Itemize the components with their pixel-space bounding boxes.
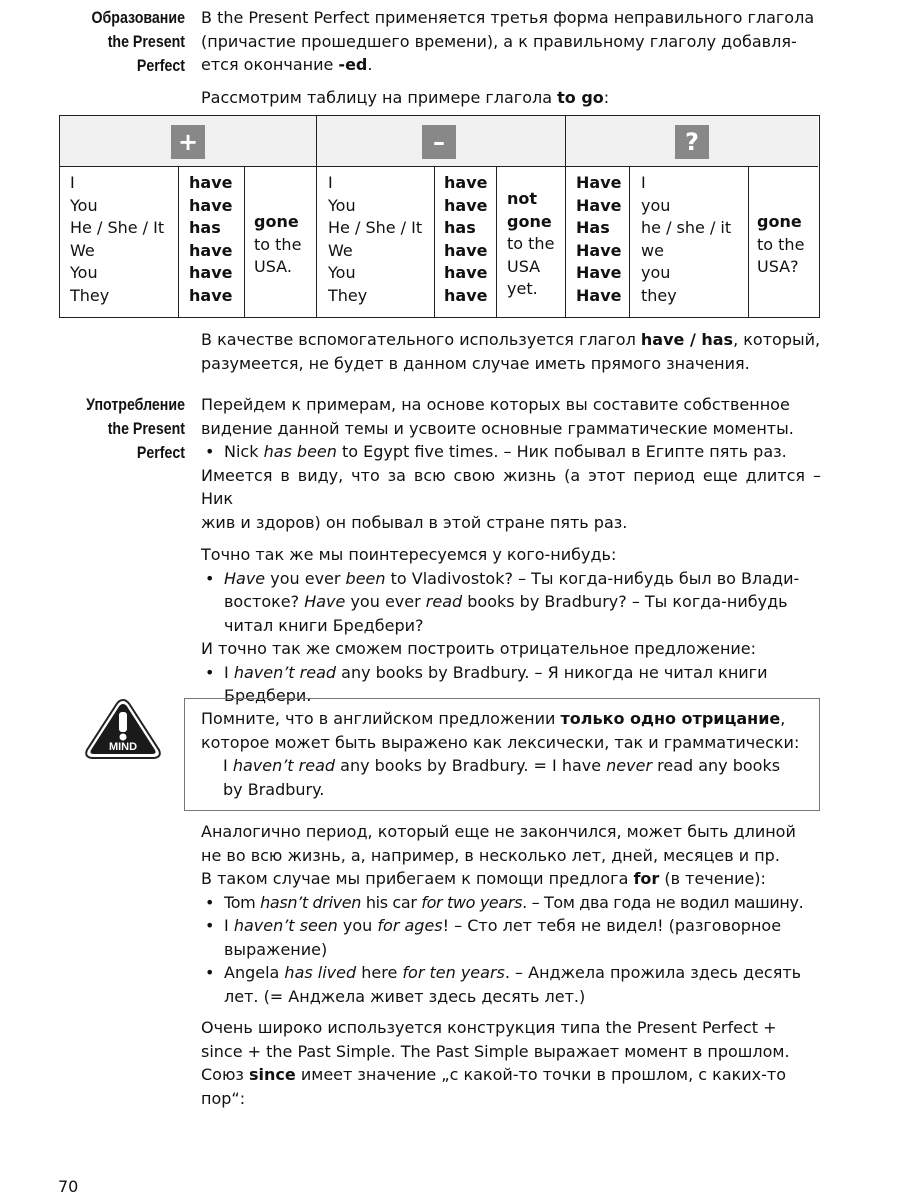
mind-warning-icon <box>84 698 162 760</box>
paragraph-line: ется окончание -ed. <box>201 55 373 74</box>
heading-line: Perfect <box>136 444 185 462</box>
mind-box <box>184 698 820 811</box>
mind-example: I haven’t read any books by Bradbury. = I have never read any books <box>223 756 781 775</box>
example-bullet: • I haven’t read any books by Bradbury. – Я никогда не читал книги Бредбери. <box>201 661 821 708</box>
heading-line: Образование <box>91 9 185 27</box>
formation-heading <box>60 6 185 78</box>
table-divider <box>244 167 245 317</box>
table-divider <box>434 167 435 317</box>
paragraph-line: разумеется, не будет в данном случае иметь прямого значения. <box>201 353 750 373</box>
table-divider <box>496 167 497 317</box>
paragraph-line: пор“: <box>201 1088 246 1108</box>
affirmative-header <box>60 116 316 167</box>
usage-text <box>201 393 821 708</box>
formation-text <box>201 6 821 109</box>
paragraph-line: (причастие прошедшего времени), а к правильному глаголу добавля- <box>201 31 797 51</box>
example-bullet: • I haven’t seen you for ages! – Сто лет тебя не видел! (разговорное выражение) <box>201 914 821 961</box>
heading-line: Perfect <box>136 57 185 75</box>
paragraph-line: Точно так же мы поинтересуемся у кого-нибудь: <box>201 545 617 564</box>
paragraph-line: видение данной темы и усвоите основные грамматические моменты. <box>201 418 794 438</box>
affirmative-aux: have have has have have have <box>189 173 233 305</box>
mind-line: которое может быть выражено как лексически, так и грамматически: <box>201 732 800 752</box>
since-text <box>201 1016 821 1110</box>
period-text <box>201 820 821 1008</box>
mind-example: by Bradbury. <box>223 779 325 799</box>
table-divider <box>316 116 317 317</box>
mind-line: Помните, что в английском предложении только одно отрицание, <box>201 709 786 728</box>
affirmative-verb: gone to the USA. <box>254 212 302 277</box>
affirmative-pronouns: I You He / She / It We You They <box>70 173 165 305</box>
paragraph-line: Аналогично период, который еще не закончился, может быть длиной <box>201 822 796 841</box>
negative-verb: not gone to the USA yet. <box>507 189 555 299</box>
question-sign-icon: ? <box>675 125 709 159</box>
aux-note <box>201 328 821 375</box>
table-divider <box>629 167 630 317</box>
question-aux: Have Have Has Have Have Have <box>576 173 622 305</box>
heading-line: the Present <box>107 420 185 438</box>
paragraph-line: жив и здоров) он побывал в этой стране пять раз. <box>201 512 628 532</box>
table-divider <box>178 167 179 317</box>
paragraph-line: Имеется в виду, что за всю свою жизнь (а этот период еще длится – Ник <box>201 465 821 508</box>
table-intro: Рассмотрим таблицу на примере глагола to go: <box>201 87 610 107</box>
negative-header <box>316 116 565 167</box>
plus-sign-icon: + <box>171 125 205 159</box>
minus-sign-icon: – <box>422 125 456 159</box>
question-pronouns: I you he / she / it we you they <box>641 173 732 305</box>
question-header <box>565 116 818 167</box>
paragraph-line: В качестве вспомогательного используется глагол have / has, который, <box>201 330 821 349</box>
table-divider <box>748 167 749 317</box>
heading-line: Употребление <box>86 396 185 414</box>
paragraph-line: Союз since имеет значение „с какой-то точки в прошлом, с каких-то <box>201 1065 787 1084</box>
page-number: 70 <box>58 1177 79 1196</box>
paragraph-line: В таком случае мы прибегаем к помощи предлога for (в течение): <box>201 869 766 888</box>
paragraph-line: И точно так же сможем построить отрицательное предложение: <box>201 639 757 658</box>
example-bullet: • Have you ever been to Vladivostok? – Ты когда-нибудь был во Влади- востоке? Have you ever read books by Bradbury? – Ты когда-нибудь читал книги Бредбери? <box>201 567 821 638</box>
table-divider <box>565 116 566 317</box>
negative-pronouns: I You He / She / It We You They <box>328 173 423 305</box>
usage-heading <box>60 393 185 465</box>
paragraph-line: B the Present Perfect применяется третья форма неправильного глагола <box>201 8 815 27</box>
heading-line: the Present <box>107 33 185 51</box>
paragraph-line: since + the Past Simple. The Past Simple выражает момент в прошлом. <box>201 1041 790 1061</box>
question-verb: gone to the USA? <box>757 212 805 277</box>
paragraph-line: не во всю жизнь, а, например, в несколько лет, дней, месяцев и пр. <box>201 845 780 865</box>
example-bullet: • Tom hasn’t driven his car for two years. – Том два года не водил машину. <box>201 891 821 915</box>
negative-aux: have have has have have have <box>444 173 488 305</box>
paragraph-line: Перейдем к примерам, на основе которых вы составите собственное <box>201 395 790 414</box>
example-bullet: • Nick has been to Egypt five times. – Ник побывал в Египте пять раз. <box>201 440 821 464</box>
example-bullet: • Angela has lived here for ten years. – Анджела прожила здесь десять лет. (= Анджела живет здесь десять лет.) <box>201 961 821 1008</box>
mind-label: MIND <box>108 741 138 753</box>
paragraph-line: Очень широко используется конструкция типа the Present Perfect + <box>201 1018 777 1037</box>
conjugation-table <box>59 115 820 318</box>
